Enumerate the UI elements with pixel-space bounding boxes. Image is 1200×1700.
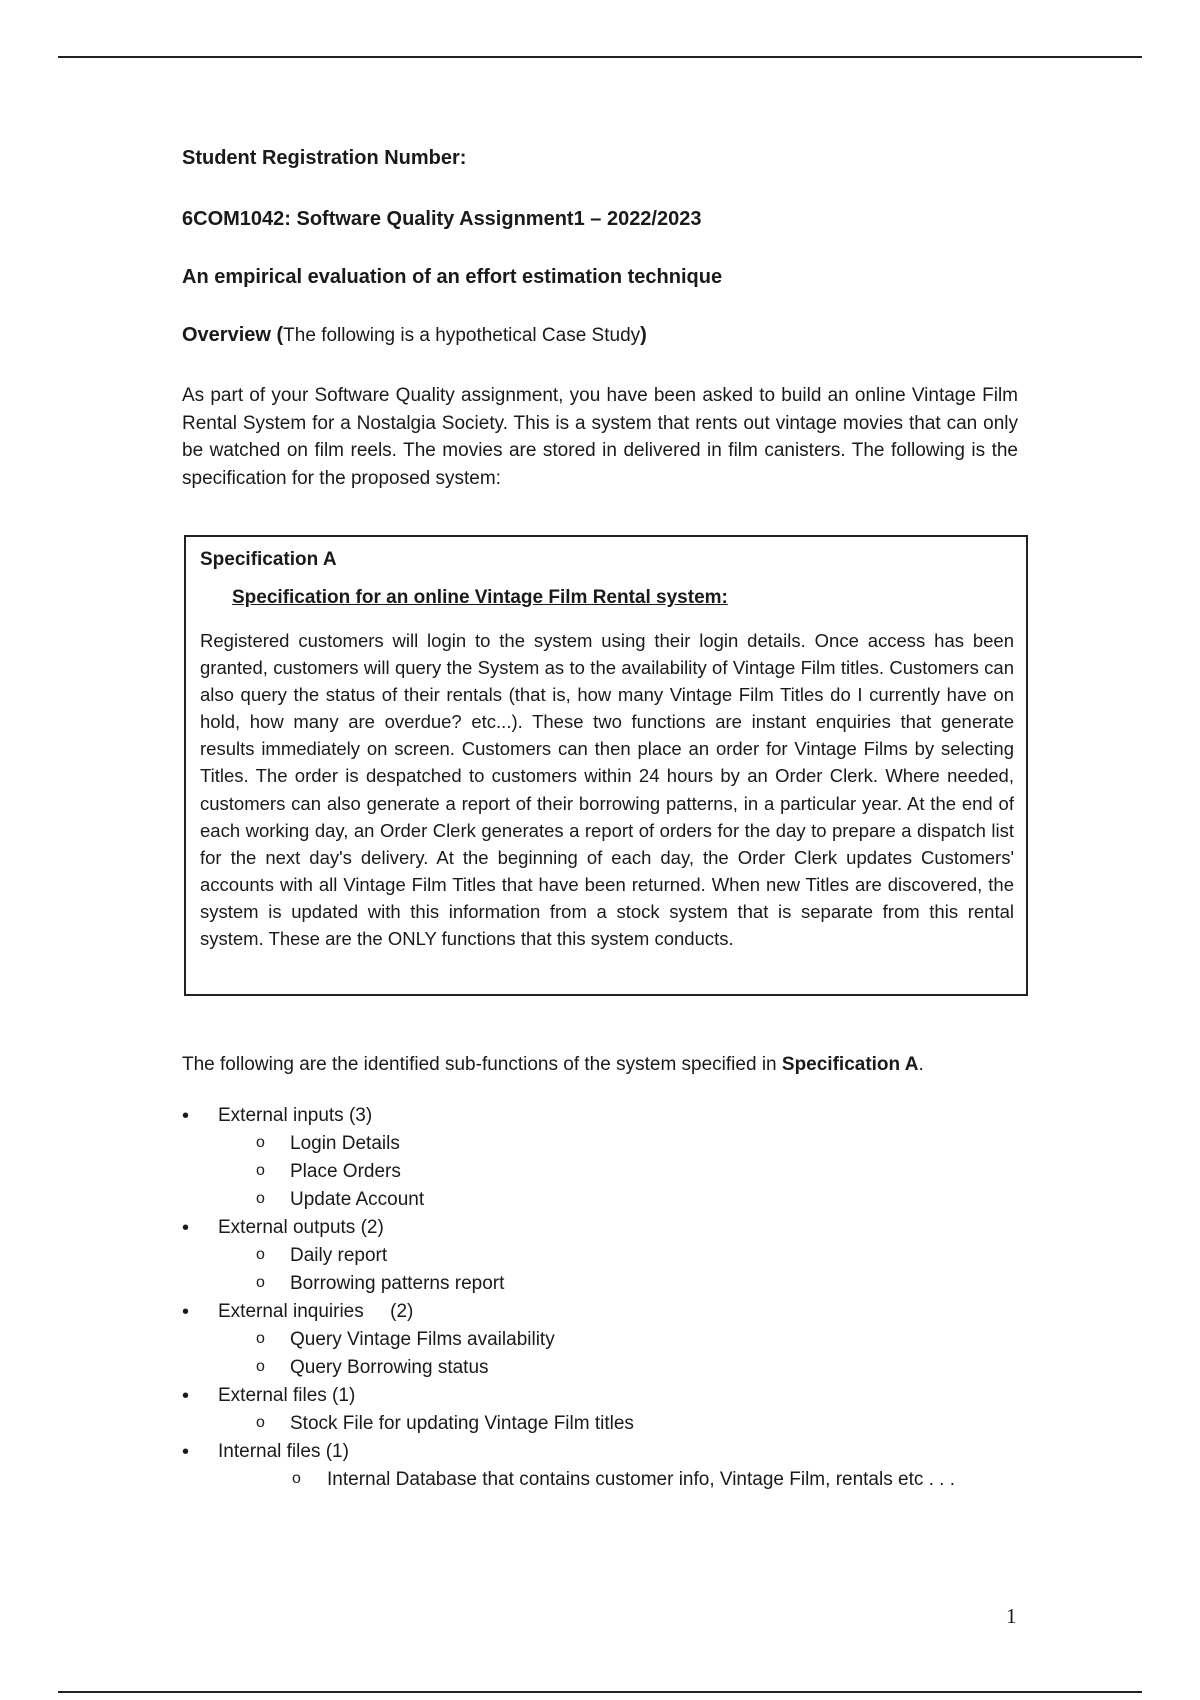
specification-box xyxy=(184,535,1028,996)
assignment-title: An empirical evaluation of an effort estimation technique xyxy=(182,266,723,288)
page-number: 1 xyxy=(1006,1604,1017,1628)
course-title: 6COM1042: Software Quality Assignment1 – 2022/2023 xyxy=(182,208,702,230)
subfunctions-list xyxy=(182,1102,955,1494)
overview-note: The following is a hypothetical Case Study xyxy=(283,325,641,346)
student-registration-label: Student Registration Number: xyxy=(182,147,467,169)
list-item-external-inputs: • External inputs (3) xyxy=(182,1102,955,1130)
list-subitem: o Daily report xyxy=(182,1242,955,1270)
list-subitem: o Internal Database that contains customer info, Vintage Film, rentals etc . . . xyxy=(182,1466,955,1494)
list-item-external-inquiries: • External inquiries (2) xyxy=(182,1298,955,1326)
list-subitem: o Borrowing patterns report xyxy=(182,1270,955,1298)
subfunctions-intro-end: . xyxy=(918,1054,924,1075)
overview-close: ) xyxy=(640,324,647,346)
subfunctions-intro-text: The following are the identified sub-functions of the system specified in xyxy=(182,1054,782,1075)
list-subitem: o Query Vintage Films availability xyxy=(182,1326,955,1354)
subfunctions-intro xyxy=(182,1054,924,1076)
specification-body: Registered customers will login to the system using their login details. Once access has been granted, customers will query the System as to the availability of Vintage Film titles. Customers can also query the status of their rentals (that is, how many Vintage Film Titles do I currently have on hold, how many are overdue? etc...). These two functions are instant enquiries that generate results immediately on screen. Customers can then place an order for Vintage Films by selecting Titles. The order is despatched to customers within 24 hours by an Order Clerk. Where needed, customers can also generate a report of their borrowing patterns, in a particular year. At the end of each working day, an Order Clerk generates a report of orders for the day to prepare a dispatch list for the next day's delivery. At the beginning of each day, the Order Clerk updates Customers' accounts with all Vintage Film Titles that have been returned. When new Titles are discovered, the system is updated with this information from a stock system that is separate from this rental system. These are the ONLY functions that this system conducts. xyxy=(200,630,1014,950)
list-subitem: o Login Details xyxy=(182,1130,955,1158)
subfunctions-intro-spec: Specification A xyxy=(781,1054,919,1075)
list-item-internal-files: • Internal files (1) xyxy=(182,1438,955,1466)
list-subitem: o Place Orders xyxy=(182,1158,955,1186)
top-rule xyxy=(58,56,1142,58)
intro-paragraph: As part of your Software Quality assignment, you have been asked to build an online Vintage Film Rental System for a Nostalgia Society. This is a system that rents out vintage movies that can only be watched on film reels. The movies are stored in delivered in film canisters. The following is the specification for the proposed system: xyxy=(182,385,1018,489)
bottom-rule xyxy=(58,1691,1142,1693)
list-subitem: o Update Account xyxy=(182,1186,955,1214)
specification-label: Specification A xyxy=(200,549,337,570)
overview-label: Overview ( xyxy=(182,324,284,346)
list-item-external-outputs: • External outputs (2) xyxy=(182,1214,955,1242)
list-subitem: o Stock File for updating Vintage Film titles xyxy=(182,1410,955,1438)
specification-heading: Specification for an online Vintage Film Rental system: xyxy=(232,587,728,608)
overview-heading xyxy=(182,324,647,347)
list-item-external-files: • External files (1) xyxy=(182,1382,955,1410)
list-subitem: o Query Borrowing status xyxy=(182,1354,955,1382)
